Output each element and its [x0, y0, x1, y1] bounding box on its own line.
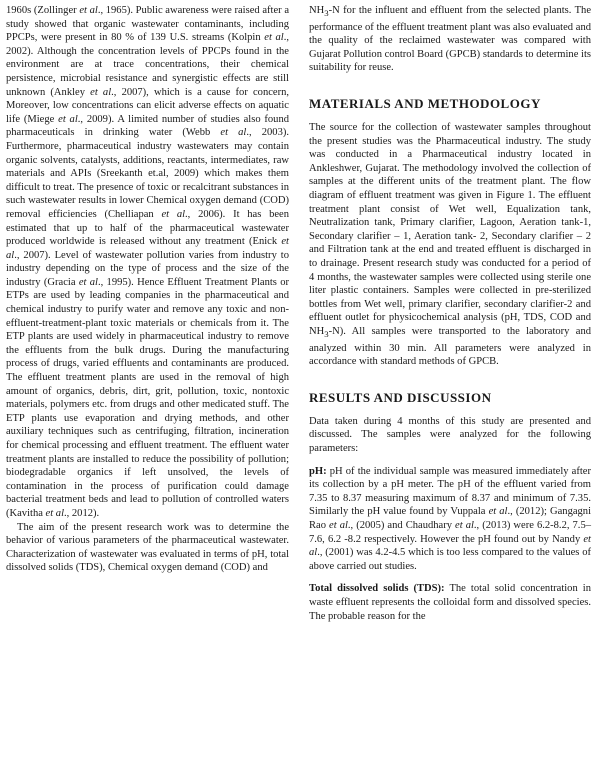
right-column: [309, 4, 591, 623]
methodology-paragraph: The source for the collection of wastewater samples throughout the present studies was the Pharmaceutical industry. The study was conducted in a Pharmaceutical industry located in Ankleshwer, Gujarat. The methodology involved the collection of samples at the different units of the treatment plant. The flow diagram of effluent treatment was given in Figure 1. The effluent treatment plant consist of Wet well, Equalization tank, Neutralization tank, Primary clarifier, Lagoon, Aeration tank-1, Secondary clarifier – 1, Aeration tank- 2, Secondary clarifier – 2 and Filtration tank at the end and treated effluent is discharged in to drainage. Present research study was conducted for a period of 4 months, the wastewater samples were collected using sterile one liter plastic containers. Samples were collected in pre-sterilized bottles from Wet well, primary clarifier, secondary clarifier-2 and effluent outlet for physicochemical analysis (pH, TDS, COD and $NH_3-N$). All samples were transported to the laboratory and analyzed within 30 min. All parameters were analyzed in accordance with standard methods of GPCB.: [309, 122, 591, 368]
left-column: [6, 4, 289, 575]
aim-paragraph-continued: $NH_3-N$ for the influent and effluent from the selected plants. The performance of the effluent treatment plant was also evaluated and the quality of the reclaimed wastewater was compared with Gujarat Pollution control Board (GPCB) standards to determine its suitability for reuse.: [309, 5, 591, 74]
section-heading-methodology: MATERIALS AND METHODOLOGY: [309, 96, 541, 112]
ph-paragraph: pH: pH of the individual sample was measured immediately after its collection by a pH meter. The pH of the effluent varied from 7.35 to 8.37 measuring maximum of 8.37 and minimum of 7.35. Similarly the pH value found by Vuppala et al., (2012); Gangagni Rao et al., (2005) and Chaudhary et al., (2013) were 6.2-8.2, 7.5–7.6, 6.2 -8.2 respectively. However the pH found out by Nandy et al., (2001) was 4.2-4.5 which is too less compared to the values of above carried out studies.: [309, 465, 592, 572]
intro-paragraph-continued: 1960s (Zollinger et al., 1965). Public awareness were raised after a study showed that organic wastewater contaminants, including PPCPs, were present in 80 % of 139 U.S. streams (Kolpin et al., 2002). Although the concentration levels of PPCPs found in the environment are at trace concentrations, their chemical persistence, microbial resistance and synergistic effects are still unknown (Ankley et al., 2007), which is a cause for concern, Moreover, low concentrations can elicit adverse effects on aquatic life (Miege et al., 2009). A limited number of studies also found pharmaceuticals in drinking water (Webb et al., 2003). Furthermore, pharmaceutical industry wastewaters may contain organic solvents, catalysts, additions, reactants, intermediates, raw materials and APIs (Sreekanth et.al, 2009) which makes them difficult to treat. The presence of toxic or recalcitrant substances in such wastewater results in lower Chemical oxygen demand (COD) removal efficiencies (Chelliapan et al., 2006). It has been estimated that up to half of the pharmaceutical wastewater produced worldwide is released without any treatment (Enick et al., 2007). Level of wastewater pollution varies from industry to industry depending on the type of process and the size of the industry (Gracia et al., 1995). Hence Effluent Treatment Plants or ETPs are used by leading companies in the pharmaceutical and chemical industry to purify water and remove any toxic and non-effluent-treatment-plant toxic materials or chemicals from it. The ETP plants are used widely in pharmaceutical industry to remove the effluents from the bulk drugs. During the manufacturing process of drugs, varied effluents and contaminants are produced. The effluent treatment plants are used in the removal of high amount of organics, debris, dirt, grit, pollution, toxic, nontoxic materials, polymers etc. from drugs and other medicated stuff. The ETP plants use evaporation and drying methods, and other auxiliary techniques such as centrifuging, filtration, incineration for chemical processing and effluent treatment. The effluent water treatment plants are installed to reduce the possibility of pollution; biodegradable organics if left unsolved, the levels of contamination in the process of purification could damage bacterial treatment beds and lead to pollution of controlled waters (Kavitha et al., 2012).: [6, 5, 290, 519]
results-intro-paragraph: Data taken during 4 months of this study are presented and discussed. The samples were analyzed for the following parameters:: [309, 415, 591, 455]
tds-paragraph: Total dissolved solids (TDS): The total solid concentration in waste effluent represents the colloidal form and dissolved species. The probable reason for the: [309, 583, 592, 622]
section-heading-results: RESULTS AND DISCUSSION: [309, 389, 492, 405]
aim-paragraph: The aim of the present research work was to determine the behavior of various parameters of the pharmaceutical wastewater. Characterization of wastewater was evaluated in terms of pH, total dissolved solids (TDS), Chemical oxygen demand (COD) and: [6, 521, 289, 574]
